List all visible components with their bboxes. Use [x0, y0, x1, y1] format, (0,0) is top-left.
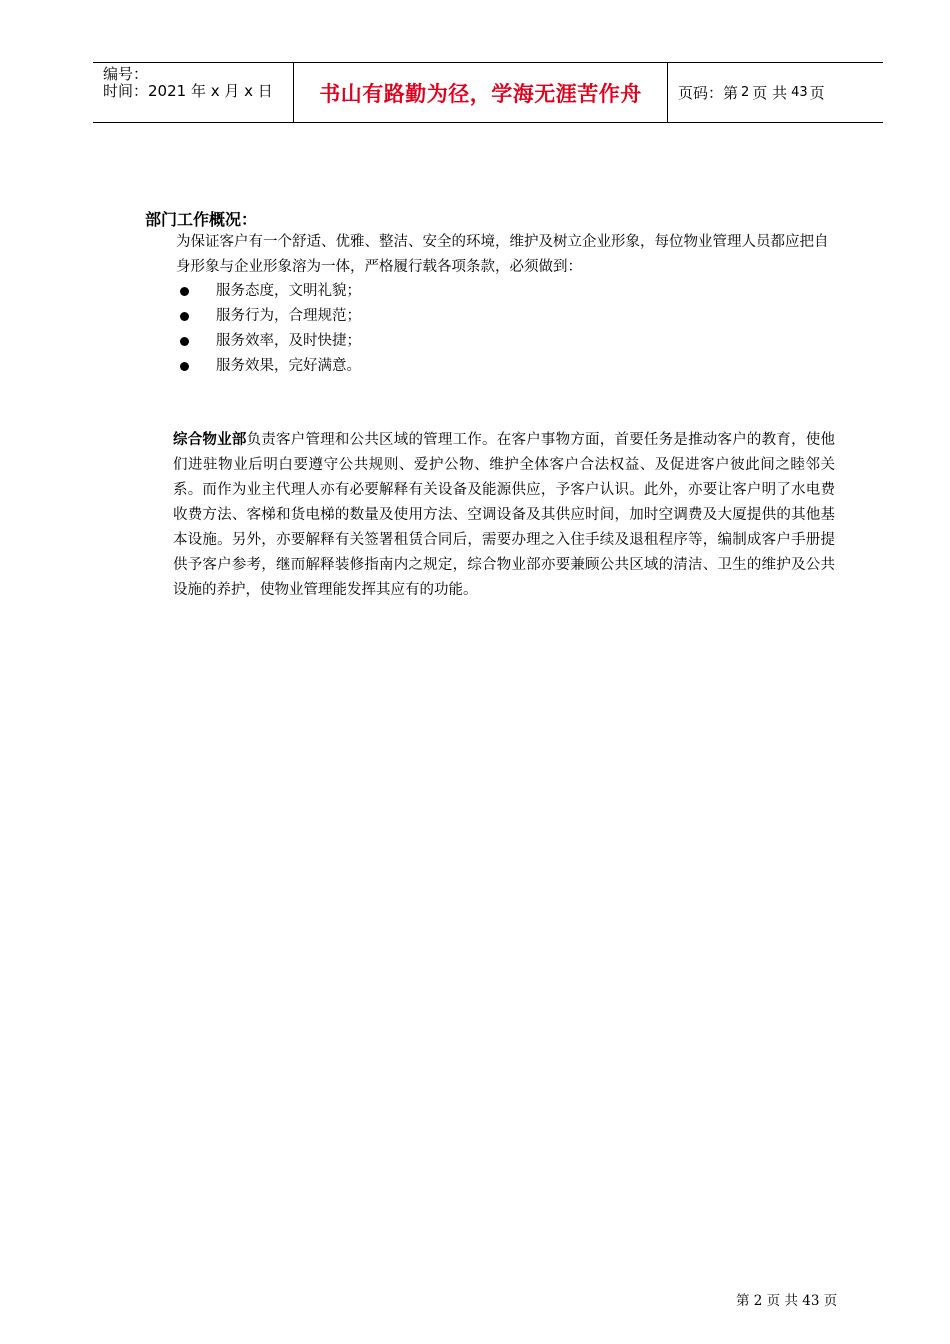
header-motto-cell: [294, 63, 668, 122]
list-item: [180, 304, 361, 329]
page-prefix: 页码：第: [678, 84, 739, 102]
paragraph-body: 负责客户管理和公共区域的管理工作。在客户事物方面，首要任务是推动客户的教育，使他们进驻物业后明白要遵守公共规则、爱护公物、维护全体客户合法权益、及促进客户彼此间之睦邻关系。而作为业主代理人亦有必要解释有关设备及能源供应，予客户认识。此外，亦要让客户明了水电费收费方法、客梯和货电梯的数量及使用方法、空调设备及其供应时间，加时空调费及大厦提供的其他基本设施。另外，亦要解释有关签署租赁合同后，需要办理之入住手续及退租程序等，编制成客户手册提供予客户参考，继而解释装修指南内之规定，综合物业部亦要兼顾公共区域的清洁、卫生的维护及公共设施的养护，使物业管理能发挥其应有的功能。: [173, 432, 836, 598]
page-header: [93, 62, 883, 123]
paragraph-lead: 综合物业部: [173, 432, 247, 448]
bullet-text: 服务效果，完好满意。: [216, 358, 361, 374]
bullet-list: [180, 279, 361, 379]
header-meta: [93, 63, 294, 122]
page-mid: 页 共: [752, 84, 788, 102]
header-page-number: [668, 63, 883, 122]
bullet-icon: [180, 337, 189, 346]
section-title: 部门工作概况：: [145, 210, 258, 229]
bullet-text: 服务态度，文明礼貌；: [216, 283, 361, 299]
list-item: [180, 329, 361, 354]
motto: 书山有路勤为径，学海无涯苦作舟: [319, 81, 642, 106]
page-num: 2: [741, 85, 750, 100]
list-item: [180, 279, 361, 304]
bullet-icon: [180, 312, 189, 321]
intro-paragraph: 为保证客户有一个舒适、优雅、整洁、安全的环境，维护及树立企业形象，每位物业管理人员都应把自身形象与企业形象溶为一体，严格履行载各项条款，必须做到：: [176, 234, 829, 275]
page-total: 43: [791, 85, 808, 100]
bullet-text: 服务行为，合理规范；: [216, 308, 361, 324]
list-item: [180, 354, 361, 379]
code-label: 编号：: [103, 65, 149, 83]
page-footer: 第 2 页 共 43 页: [736, 1293, 838, 1309]
bullet-icon: [180, 362, 189, 371]
time-label: 时间：2021 年 x 月 x 日: [103, 82, 273, 100]
body-paragraph: [173, 428, 835, 603]
page-suffix: 页: [809, 84, 825, 102]
bullet-icon: [180, 287, 189, 296]
bullet-text: 服务效率，及时快捷；: [216, 333, 361, 349]
